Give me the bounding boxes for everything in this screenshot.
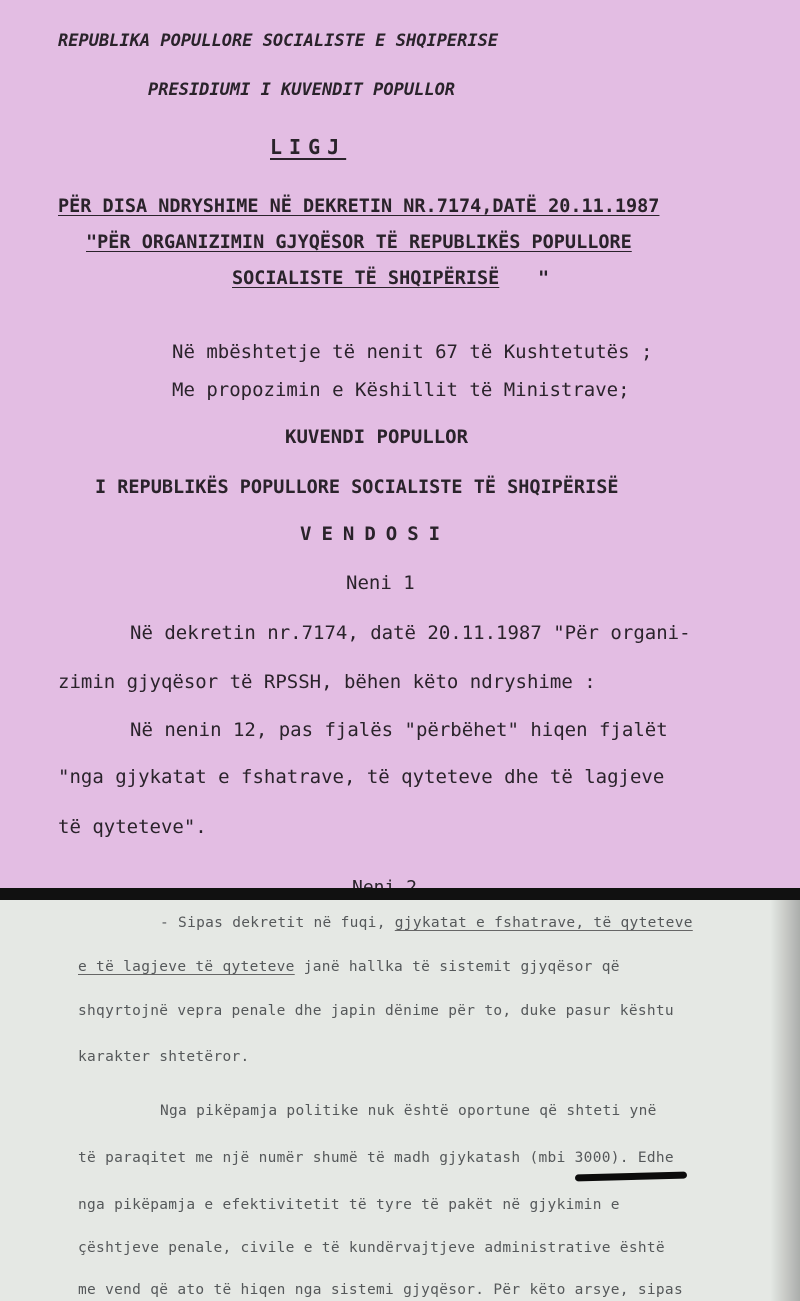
article-1-heading: Neni 1 xyxy=(346,572,415,594)
report-line-8: çështjeve penale, civile e të kundërvajtjeve administrative është xyxy=(78,1240,665,1256)
law-title-line-1: PËR DISA NDRYSHIME NË DEKRETIN NR.7174,DATË 20.11.1987 xyxy=(58,196,660,217)
report-line-9: me vend që ato të hiqen nga sistemi gjyqësor. Për këto arsye, sipas xyxy=(78,1282,683,1298)
report-line-1: - Sipas dekretit në fuqi, gjykatat e fshatrave, të qyteteve xyxy=(160,915,693,931)
law-title-line-3: SOCIALISTE TË SHQIPËRISË xyxy=(232,268,500,289)
presidium-header: PRESIDIUMI I KUVENDIT POPULLOR xyxy=(148,80,456,100)
assembly-line-2: I REPUBLIKËS POPULLORE SOCIALISTE TË SHQIPËRISË xyxy=(95,477,619,498)
report-line-5: Nga pikëpamja politike nuk është oportune që shteti ynë xyxy=(160,1103,657,1119)
underlined-courts-phrase-2: e të lagjeve të qyteteve xyxy=(78,959,295,975)
preamble-line-2: Me propozimin e Këshillit të Ministrave; xyxy=(172,379,630,401)
article-1-line-2: zimin gjyqësor të RPSSH, bëhen këto ndryshime : xyxy=(58,671,596,693)
page-edge-shadow xyxy=(770,900,800,1301)
report-line-7: nga pikëpamja e efektivitetit të tyre të pakët në gjykimin e xyxy=(78,1197,620,1213)
report-line-2: e të lagjeve të qyteteve janë hallka të sistemit gjyqësor që xyxy=(78,959,620,975)
article-1-line-4: "nga gjykatat e fshatrave, të qyteteve dhe të lagjeve xyxy=(58,766,665,788)
article-1-line-3: Në nenin 12, pas fjalës "përbëhet" hiqen fjalët xyxy=(130,719,668,741)
republic-header: REPUBLIKA POPULLORE SOCIALISTE E SHQIPERISE xyxy=(58,31,499,51)
article-1-line-1: Në dekretin nr.7174, datë 20.11.1987 "Për organi- xyxy=(130,622,691,644)
image-divider xyxy=(0,888,800,900)
law-title-closing-quote: " xyxy=(538,268,550,289)
assembly-line-1: KUVENDI POPULLOR xyxy=(285,426,469,448)
bottom-document-page xyxy=(0,900,800,1301)
underlined-courts-phrase-1: gjykatat e fshatrave, të qyteteve xyxy=(394,915,693,931)
report-line-4: karakter shtetëror. xyxy=(78,1049,250,1065)
decided-heading: VENDOSI xyxy=(300,523,451,545)
report-line-3: shqyrtojnë vepra penale dhe japin dënime për to, duke pasur kështu xyxy=(78,1003,674,1019)
article-1-line-5: të qyteteve". xyxy=(58,816,207,838)
report-line-6: të paraqitet me një numër shumë të madh gjykatash (mbi 3000). Edhe xyxy=(78,1150,674,1166)
law-heading: LIGJ xyxy=(270,135,347,159)
law-title-line-2: "PËR ORGANIZIMIN GJYQËSOR TË REPUBLIKËS POPULLORE xyxy=(86,232,632,253)
preamble-line-1: Në mbështetje të nenit 67 të Kushtetutës ; xyxy=(172,341,653,363)
